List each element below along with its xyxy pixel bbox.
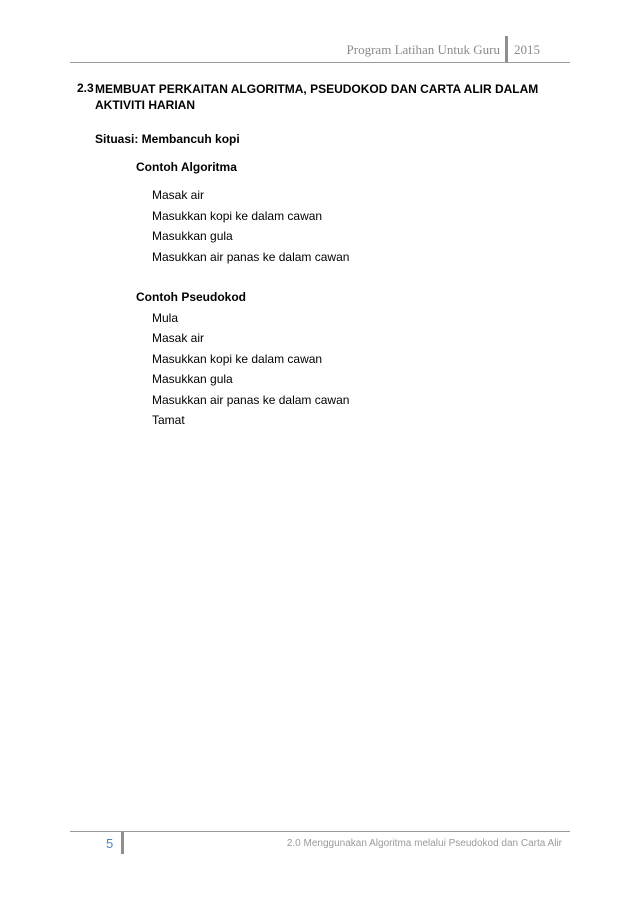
header-divider [505, 36, 508, 62]
pseudocode-step: Masak air [152, 331, 205, 345]
pseudocode-step: Masukkan kopi ke dalam cawan [152, 352, 323, 366]
header-rule [70, 62, 570, 63]
algorithm-step: Masukkan kopi ke dalam cawan [152, 209, 323, 223]
header-year: 2015 [514, 42, 540, 57]
algorithm-step: Masukkan air panas ke dalam cawan [152, 250, 350, 264]
pseudocode-step: Masukkan air panas ke dalam cawan [152, 393, 350, 407]
footer-divider [121, 832, 124, 854]
pseudocode-heading: Contoh Pseudokod [136, 290, 246, 304]
algorithm-heading: Contoh Algoritma [136, 160, 237, 174]
pseudocode-step: Mula [152, 311, 179, 325]
footer-rule [70, 831, 570, 832]
pseudocode-step: Masukkan gula [152, 372, 233, 386]
header-title: Program Latihan Untuk Guru [346, 42, 500, 57]
footer-text: 2.0 Menggunakan Algoritma melalui Pseudokod dan Carta Alir [286, 838, 562, 849]
page-number: 5 [106, 836, 114, 851]
section-title: MEMBUAT PERKAITAN ALGORITMA, PSEUDOKOD DAN CARTA ALIR DALAM AKTIVITI HARIAN [95, 82, 539, 112]
algorithm-step: Masak air [152, 188, 205, 202]
section-number: 2.3 [77, 81, 94, 95]
algorithm-step: Masukkan gula [152, 229, 233, 243]
pseudocode-step: Tamat [152, 413, 185, 427]
situation-heading: Situasi: Membancuh kopi [95, 132, 240, 146]
